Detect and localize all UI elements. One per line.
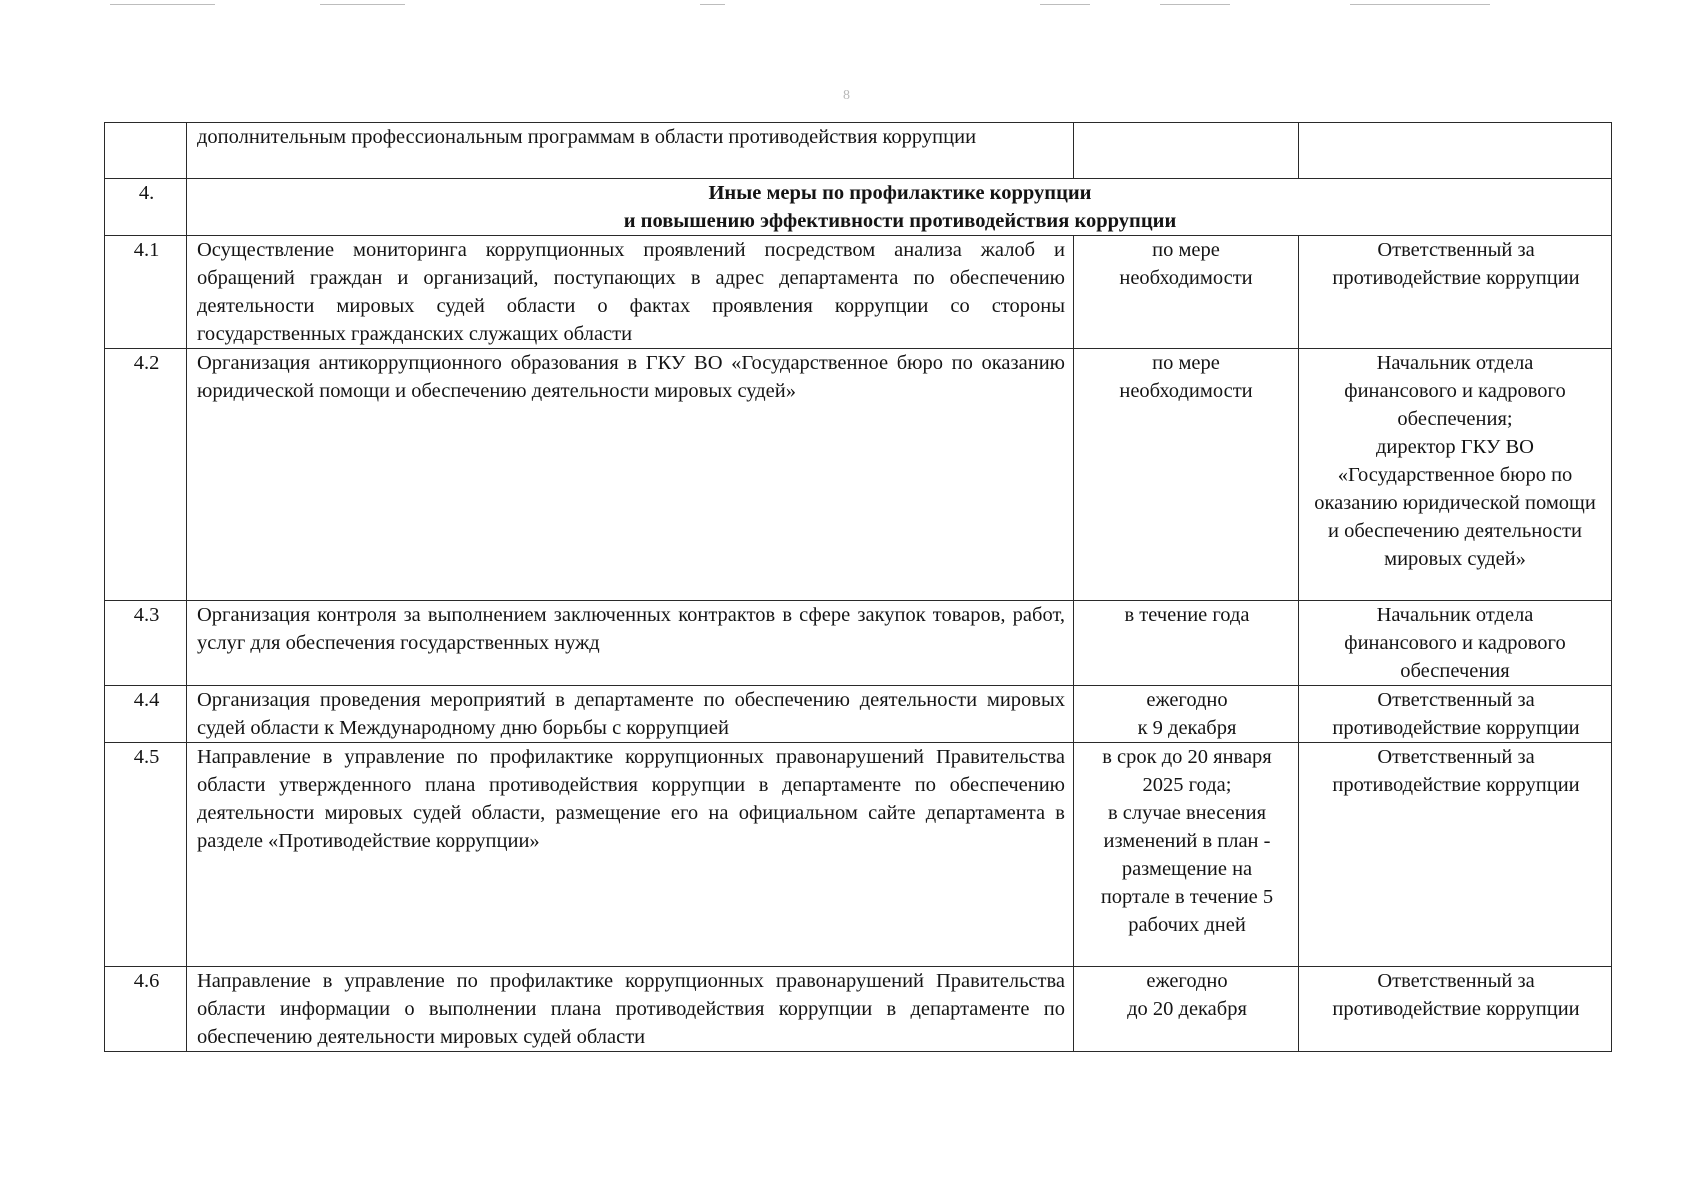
measure-cell: Направление в управление по профилактике коррупционных правонарушений Правительства области информации о выполнении плана противодействия коррупции в департаменте по обеспечению деятельности мировых судей области (187, 967, 1074, 1052)
row-number: 4.1 (105, 236, 187, 349)
responsible-cell (1299, 123, 1612, 179)
deadline-line: к 9 декабря (1137, 717, 1237, 739)
responsible-cell: Ответственный за противодействие коррупции (1299, 236, 1612, 349)
scan-artifact (110, 4, 215, 5)
deadline-cell: по мере необходимости (1074, 236, 1299, 349)
table-row (105, 967, 1612, 1052)
scan-artifact (1350, 4, 1490, 5)
deadline-line: в срок до 20 января 2025 года; (1102, 746, 1272, 796)
responsible-cell (1299, 349, 1612, 601)
deadline-cell: по мере необходимости (1074, 349, 1299, 601)
deadline-line: до 20 декабря (1127, 998, 1247, 1020)
responsible-cell: Ответственный за противодействие коррупции (1299, 743, 1612, 967)
deadline-cell (1074, 967, 1299, 1052)
row-number: 4.4 (105, 686, 187, 743)
deadline-cell (1074, 686, 1299, 743)
responsible-cell: Ответственный за противодействие коррупции (1299, 686, 1612, 743)
scan-artifact (700, 4, 725, 5)
measure-cell: Направление в управление по профилактике коррупционных правонарушений Правительства области утвержденного плана противодействия коррупции в департаменте по обеспечению деятельности мировых судей области, размещение его на официальном сайте департамента в разделе «Противодействие коррупции» (187, 743, 1074, 967)
deadline-cell (1074, 743, 1299, 967)
table-row (105, 601, 1612, 686)
section-title (187, 179, 1612, 236)
deadline-line: ежегодно (1146, 970, 1228, 992)
scan-artifact (1160, 4, 1230, 5)
row-number: 4.5 (105, 743, 187, 967)
measure-cell: Организация антикоррупционного образования в ГКУ ВО «Государственное бюро по оказанию юридической помощи и обеспечению деятельности мировых судей» (187, 349, 1074, 601)
section-number: 4. (105, 179, 187, 236)
row-number (105, 123, 187, 179)
deadline-cell (1074, 123, 1299, 179)
responsible-cell: Начальник отдела финансового и кадрового обеспечения (1299, 601, 1612, 686)
scan-artifact (1040, 4, 1090, 5)
row-number: 4.3 (105, 601, 187, 686)
measure-cell: Организация контроля за выполнением заключенных контрактов в сфере закупок товаров, работ, услуг для обеспечения государственных нужд (187, 601, 1074, 686)
table-row (105, 123, 1612, 179)
table-row (105, 743, 1612, 967)
table-row (105, 349, 1612, 601)
scan-artifact (320, 4, 405, 5)
measure-cell: Организация проведения мероприятий в департаменте по обеспечению деятельности мировых судей области к Международному дню борьбы с коррупцией (187, 686, 1074, 743)
table-row (105, 686, 1612, 743)
section-title-line: и повышению эффективности противодействия коррупции (623, 210, 1177, 232)
deadline-line: в случае внесения изменений в план - размещение на портале в течение 5 рабочих дней (1100, 802, 1274, 936)
deadline-line: ежегодно (1146, 689, 1228, 711)
measure-cell: дополнительным профессиональным программам в области противодействия коррупции (187, 123, 1074, 179)
deadline-cell: в течение года (1074, 601, 1299, 686)
responsible-line: Начальник отдела финансового и кадрового обеспечения; (1344, 352, 1566, 430)
row-number: 4.6 (105, 967, 187, 1052)
measure-cell: Осуществление мониторинга коррупционных проявлений посредством анализа жалоб и обращений граждан и организаций, поступающих в адрес департамента по обеспечению деятельности мировых судей области о фактах проявления коррупции со стороны государственных гражданских служащих области (187, 236, 1074, 349)
responsible-cell: Ответственный за противодействие коррупции (1299, 967, 1612, 1052)
anticorruption-plan-table (104, 122, 1612, 1052)
page-number: 8 (843, 88, 850, 103)
row-number: 4.2 (105, 349, 187, 601)
table-row (105, 236, 1612, 349)
responsible-line: директор ГКУ ВО «Государственное бюро по оказанию юридической помощи и обеспечению деятельности мировых судей» (1314, 436, 1596, 570)
section-title-line: Иные меры по профилактике коррупции (708, 182, 1092, 204)
section-header-row (105, 179, 1612, 236)
